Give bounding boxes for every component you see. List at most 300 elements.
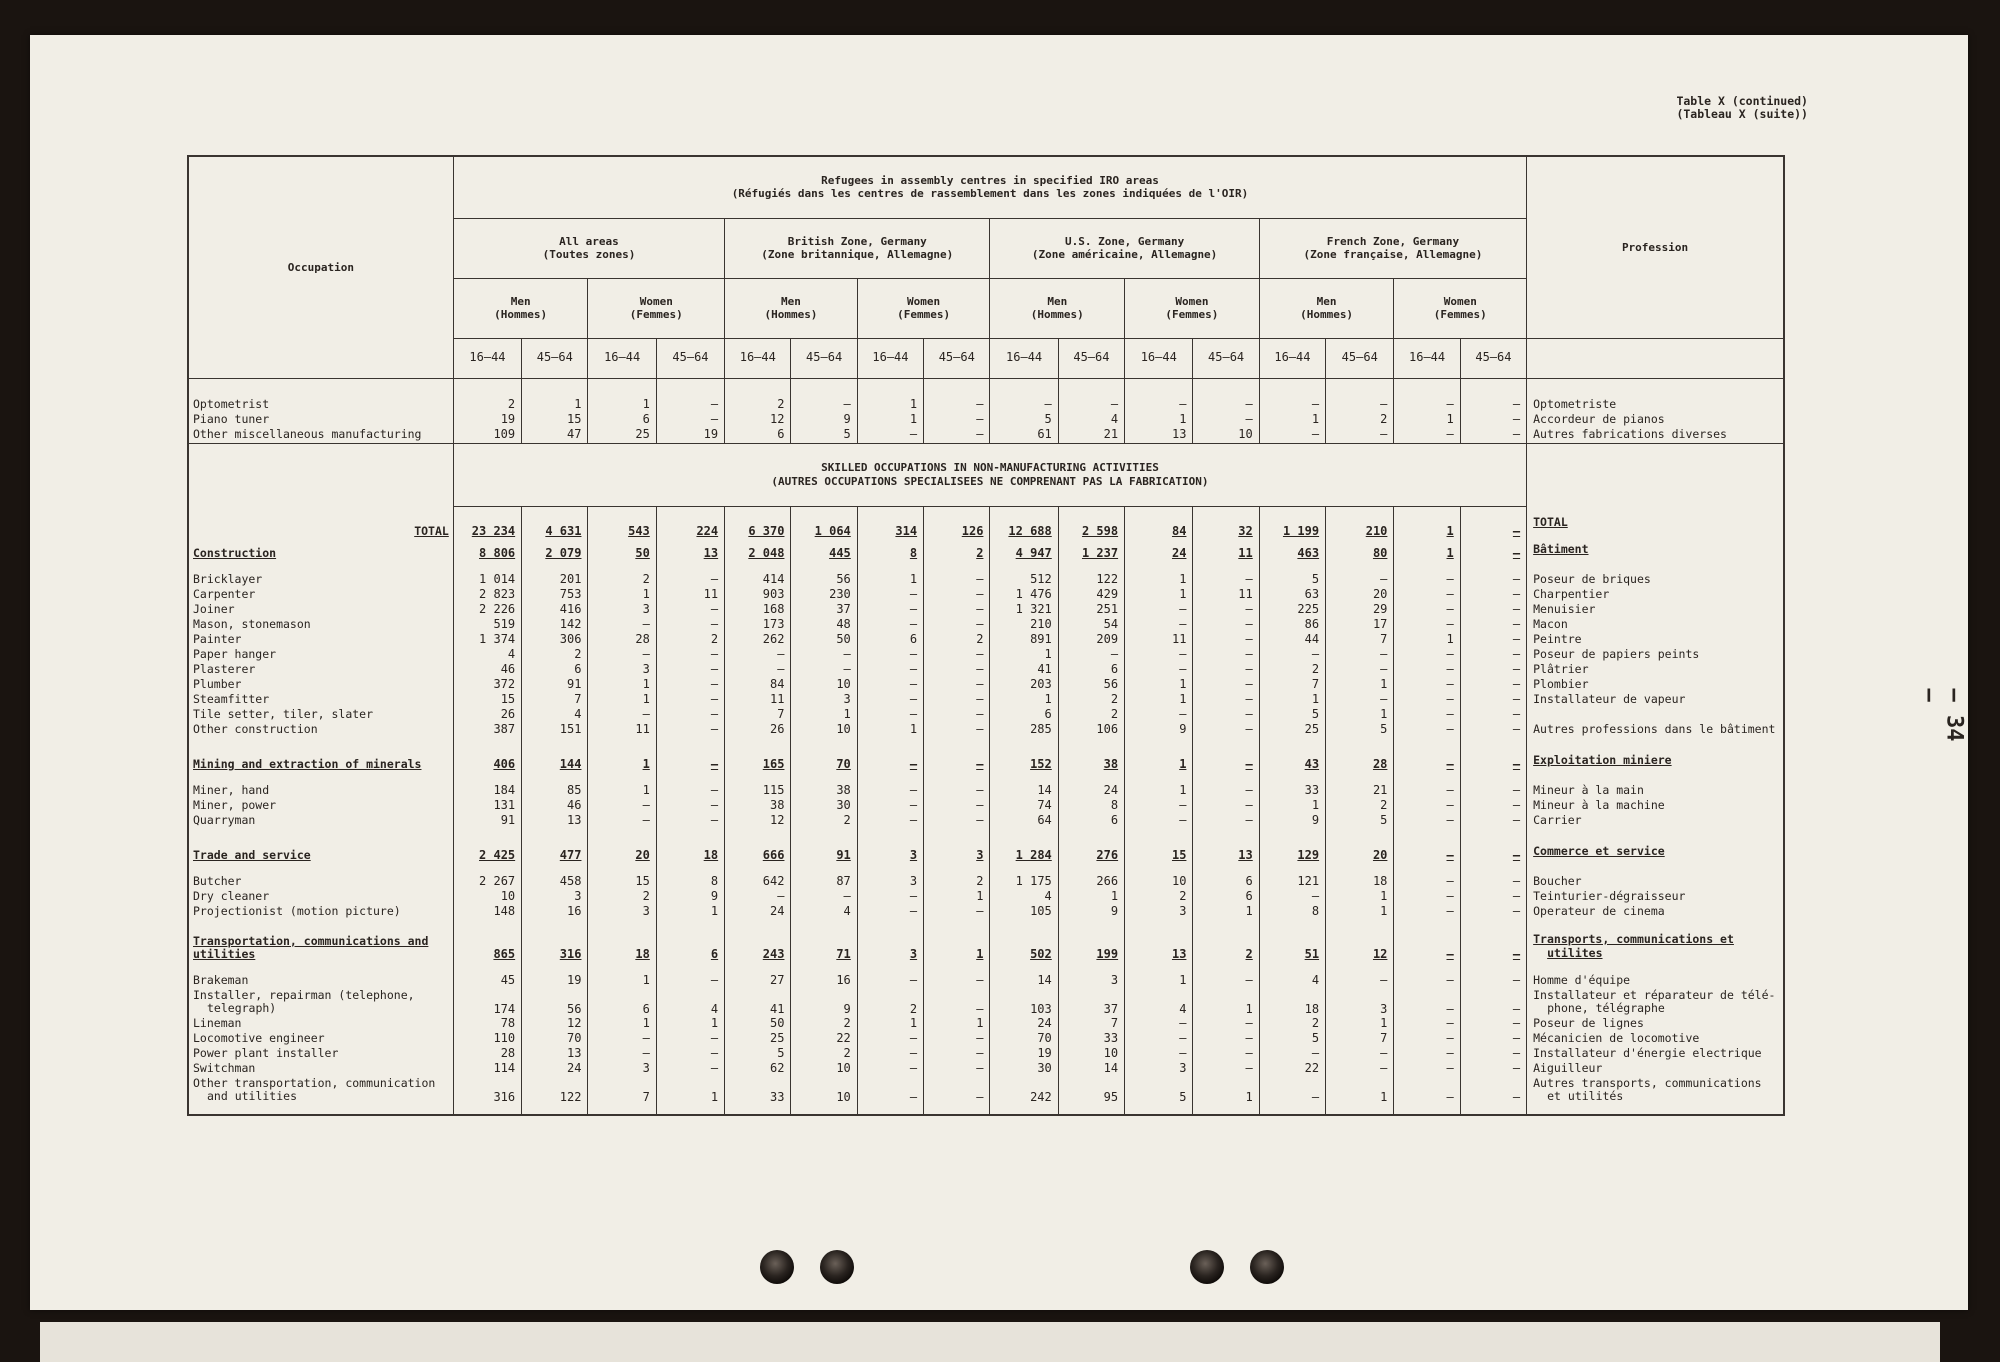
value-cell: 4	[453, 648, 521, 663]
value-cell: –	[1394, 750, 1460, 772]
value-cell: 54	[1058, 618, 1124, 633]
occupation-label: Miner, power	[193, 798, 277, 812]
value-cell: 1	[522, 398, 588, 413]
men-header-line1: Men	[510, 294, 531, 308]
value-cell: –	[1394, 875, 1460, 890]
value-cell: –	[924, 1032, 990, 1047]
value-cell: –	[1193, 413, 1259, 428]
area-header	[1259, 218, 1526, 278]
value-cell: –	[1460, 648, 1526, 663]
value-cell: –	[656, 1062, 724, 1077]
area-header-line2: (Zone américaine, Allemagne)	[1031, 248, 1218, 261]
value-cell: –	[1394, 708, 1460, 723]
value-cell: 1	[656, 1017, 724, 1032]
value-cell: 41	[725, 989, 791, 1017]
occupation-cell	[188, 648, 453, 663]
table-row	[188, 974, 1784, 989]
value-cell: 1	[1394, 413, 1460, 428]
value-cell: –	[1394, 1032, 1460, 1047]
value-cell: –	[1193, 708, 1259, 723]
value-cell: 1	[656, 1077, 724, 1105]
value-cell: –	[857, 588, 923, 603]
value-cell: –	[924, 1047, 990, 1062]
occupation-cell	[188, 905, 453, 920]
value-cell: 13	[1125, 428, 1193, 443]
value-cell: 9	[656, 890, 724, 905]
value-cell: 45	[453, 974, 521, 989]
table-row	[188, 989, 1784, 1017]
value-cell: –	[1394, 974, 1460, 989]
profession-label: Poseur de papiers peints	[1533, 647, 1700, 661]
table-row	[188, 1047, 1784, 1062]
value-cell: 2	[588, 573, 656, 588]
profession-label: Mécanicien de locomotive	[1533, 1031, 1700, 1045]
value-cell: 1	[1125, 784, 1193, 799]
value-cell: 7	[1259, 678, 1325, 693]
value-cell: –	[857, 618, 923, 633]
profession-cell	[1527, 633, 1784, 648]
profession-cell	[1527, 1017, 1784, 1032]
value-cell: 29	[1326, 603, 1394, 618]
value-cell: 387	[453, 723, 521, 738]
value-cell: 8	[1058, 799, 1124, 814]
value-cell: 174	[453, 989, 521, 1017]
value-cell: 243	[725, 932, 791, 962]
value-cell: –	[1326, 398, 1394, 413]
value-cell: 1	[588, 750, 656, 772]
value-cell: 502	[990, 932, 1058, 962]
value-cell: –	[1193, 633, 1259, 648]
occupation-cell	[188, 693, 453, 708]
age-16-44-header: 16–44	[725, 338, 791, 378]
value-cell: 1	[588, 678, 656, 693]
value-cell: –	[1460, 588, 1526, 603]
table-row	[188, 708, 1784, 723]
value-cell: –	[656, 678, 724, 693]
value-cell: 2	[791, 1047, 857, 1062]
value-cell: 543	[588, 506, 656, 539]
value-cell: –	[1460, 841, 1526, 863]
value-cell: 3	[1125, 1062, 1193, 1077]
value-cell: 2	[924, 633, 990, 648]
occupation-label: Plumber	[193, 677, 242, 691]
value-cell: 30	[791, 799, 857, 814]
value-cell: 1	[1259, 413, 1325, 428]
value-cell: 11	[588, 723, 656, 738]
value-cell: –	[1193, 573, 1259, 588]
value-cell: 86	[1259, 618, 1325, 633]
value-cell: 429	[1058, 588, 1124, 603]
value-cell: 63	[1259, 588, 1325, 603]
value-cell: 46	[453, 663, 521, 678]
occupation-label: Installer, repairman (telephone,	[193, 988, 415, 1002]
value-cell: 512	[990, 573, 1058, 588]
value-cell: 15	[522, 413, 588, 428]
value-cell: –	[1193, 974, 1259, 989]
value-cell: –	[588, 708, 656, 723]
value-cell: 9	[1259, 814, 1325, 829]
value-cell: 1	[1125, 573, 1193, 588]
occupation-label: TOTAL	[414, 524, 449, 538]
value-cell: 458	[522, 875, 588, 890]
value-cell: 285	[990, 723, 1058, 738]
profession-label: Homme d'équipe	[1533, 973, 1631, 987]
value-cell: 9	[1125, 723, 1193, 738]
value-cell: 6	[1058, 663, 1124, 678]
value-cell: –	[1125, 398, 1193, 413]
men-header-line2: (Hommes)	[764, 308, 818, 321]
value-cell: –	[1259, 428, 1325, 443]
value-cell: 12	[725, 413, 791, 428]
value-cell: 1	[791, 708, 857, 723]
value-cell: 24	[522, 1062, 588, 1077]
table-row	[188, 588, 1784, 603]
value-cell: 70	[522, 1032, 588, 1047]
profession-label: Autres fabrications diverses	[1533, 428, 1727, 441]
value-cell: 1	[1058, 890, 1124, 905]
value-cell: 21	[1058, 428, 1124, 443]
table-row	[188, 799, 1784, 814]
punch-hole	[820, 1250, 854, 1284]
value-cell: 37	[1058, 989, 1124, 1017]
value-cell: –	[1394, 618, 1460, 633]
value-cell: –	[1460, 663, 1526, 678]
occupation-label: Transportation, communications and	[193, 933, 429, 948]
occupation-cell	[188, 588, 453, 603]
value-cell: 8	[857, 539, 923, 561]
value-cell: 642	[725, 875, 791, 890]
value-cell: 184	[453, 784, 521, 799]
value-cell: –	[1460, 932, 1526, 962]
value-cell: 1	[990, 693, 1058, 708]
value-cell: 41	[990, 663, 1058, 678]
value-cell: 11	[1125, 633, 1193, 648]
value-cell: –	[924, 428, 990, 443]
value-cell: –	[924, 784, 990, 799]
value-cell: –	[656, 573, 724, 588]
value-cell: 2	[791, 814, 857, 829]
value-cell: –	[725, 648, 791, 663]
value-cell: 33	[725, 1077, 791, 1105]
value-cell: 445	[791, 539, 857, 561]
value-cell: 753	[522, 588, 588, 603]
occupation-cell	[188, 932, 453, 962]
value-cell: 203	[990, 678, 1058, 693]
profession-label: Menuisier	[1533, 602, 1596, 616]
value-cell: 3	[791, 693, 857, 708]
value-cell: 38	[1058, 750, 1124, 772]
age-16-44-header: 16–44	[1125, 338, 1193, 378]
value-cell: –	[656, 693, 724, 708]
profession-cell	[1527, 890, 1784, 905]
value-cell: –	[1394, 663, 1460, 678]
punch-hole	[1250, 1250, 1284, 1284]
value-cell: 1	[924, 890, 990, 905]
value-cell: –	[725, 663, 791, 678]
value-cell: 6	[857, 633, 923, 648]
value-cell: 4	[791, 905, 857, 920]
profession-label: Poseur de lignes	[1533, 1016, 1644, 1030]
value-cell: –	[857, 890, 923, 905]
profession-label: Commerce et service	[1533, 843, 1665, 858]
value-cell: 5	[1259, 708, 1325, 723]
value-cell: 1	[1326, 1077, 1394, 1105]
value-cell: 18	[656, 841, 724, 863]
value-cell: 84	[1125, 506, 1193, 539]
heading-line-1: Table X (continued)	[1676, 94, 1808, 108]
value-cell: 1	[1125, 693, 1193, 708]
value-cell: –	[1394, 588, 1460, 603]
value-cell: 1	[857, 723, 923, 738]
value-cell: 666	[725, 841, 791, 863]
profession-cell	[1527, 506, 1784, 539]
table-row	[188, 905, 1784, 920]
profession-label: Installateur de vapeur	[1533, 692, 1686, 706]
women-header-line2: (Femmes)	[1165, 308, 1219, 321]
value-cell: 2 267	[453, 875, 521, 890]
value-cell: –	[1460, 618, 1526, 633]
value-cell: –	[1259, 398, 1325, 413]
value-cell: –	[1460, 750, 1526, 772]
value-cell: 12 688	[990, 506, 1058, 539]
table-row	[188, 1017, 1784, 1032]
occupation-label: Butcher	[193, 874, 242, 888]
value-cell: 151	[522, 723, 588, 738]
value-cell: 64	[990, 814, 1058, 829]
value-cell: 3	[1125, 905, 1193, 920]
value-cell: 210	[990, 618, 1058, 633]
value-cell: 5	[725, 1047, 791, 1062]
value-cell: 26	[453, 708, 521, 723]
men-header	[725, 278, 858, 338]
value-cell: 199	[1058, 932, 1124, 962]
value-cell: –	[588, 1032, 656, 1047]
value-cell: 316	[522, 932, 588, 962]
value-cell: –	[1460, 398, 1526, 413]
profession-cell	[1527, 648, 1784, 663]
value-cell: 1	[1125, 974, 1193, 989]
value-cell: –	[1394, 693, 1460, 708]
value-cell: 10	[1125, 875, 1193, 890]
occupation-label: Steamfitter	[193, 692, 270, 706]
value-cell: –	[1125, 1047, 1193, 1062]
table-row	[188, 784, 1784, 799]
men-header-line1: Men	[1316, 294, 1337, 308]
profession-cell	[1527, 398, 1784, 413]
value-cell: 38	[791, 784, 857, 799]
profession-label: Charpentier	[1533, 587, 1610, 601]
value-cell: 6	[725, 428, 791, 443]
value-cell: –	[656, 750, 724, 772]
value-cell: 91	[791, 841, 857, 863]
value-cell: 3	[1326, 989, 1394, 1017]
value-cell: 26	[725, 723, 791, 738]
profession-cell	[1527, 799, 1784, 814]
value-cell: –	[656, 708, 724, 723]
value-cell: –	[1460, 875, 1526, 890]
value-cell: –	[857, 678, 923, 693]
value-cell: 10	[453, 890, 521, 905]
profession-label: Macon	[1533, 617, 1568, 631]
profession-cell	[1527, 678, 1784, 693]
women-header-line2: (Femmes)	[897, 308, 951, 321]
value-cell: 2	[857, 989, 923, 1017]
statistics-table	[187, 155, 1785, 1116]
value-cell: 6	[588, 413, 656, 428]
value-cell: –	[1394, 799, 1460, 814]
value-cell: 1	[588, 588, 656, 603]
value-cell: 1	[1394, 506, 1460, 539]
value-cell: 62	[725, 1062, 791, 1077]
value-cell: –	[1460, 413, 1526, 428]
value-cell: –	[1259, 648, 1325, 663]
value-cell: 91	[453, 814, 521, 829]
value-cell: 1	[924, 932, 990, 962]
value-cell: –	[1125, 799, 1193, 814]
occupation-label: Mining and extraction of minerals	[193, 757, 422, 771]
value-cell: –	[1460, 693, 1526, 708]
value-cell: 1	[1326, 678, 1394, 693]
spacer-row	[188, 738, 1784, 750]
occupation-cell	[188, 1062, 453, 1077]
value-cell: 2	[924, 875, 990, 890]
value-cell: 1	[1326, 708, 1394, 723]
occupation-cell	[188, 750, 453, 772]
value-cell: 903	[725, 588, 791, 603]
value-cell: 306	[522, 633, 588, 648]
profession-cell	[1527, 750, 1784, 772]
area-header-line2: (Toutes zones)	[542, 248, 636, 261]
value-cell: 1	[588, 974, 656, 989]
value-cell: –	[1394, 814, 1460, 829]
value-cell: 56	[522, 989, 588, 1017]
data-table-container	[187, 155, 1785, 1193]
men-header-line1: Men	[1047, 294, 1068, 308]
value-cell: –	[924, 693, 990, 708]
value-cell: –	[1460, 723, 1526, 738]
value-cell: –	[1460, 799, 1526, 814]
profession-cell	[1527, 841, 1784, 863]
value-cell: 1	[857, 398, 923, 413]
value-cell: –	[656, 603, 724, 618]
area-header	[725, 218, 990, 278]
value-cell: 14	[990, 784, 1058, 799]
occupation-label: Trade and service	[193, 848, 311, 862]
value-cell: 7	[725, 708, 791, 723]
value-cell: 16	[522, 905, 588, 920]
profession-cell	[1527, 1047, 1784, 1062]
value-cell: –	[857, 1047, 923, 1062]
age-16-44-header: 16–44	[588, 338, 656, 378]
value-cell: –	[1326, 1062, 1394, 1077]
value-cell: –	[857, 974, 923, 989]
profession-cell	[1527, 989, 1784, 1017]
value-cell: –	[924, 814, 990, 829]
value-cell: 38	[725, 799, 791, 814]
profession-cell	[1527, 693, 1784, 708]
value-cell: 28	[453, 1047, 521, 1062]
value-cell: 1	[588, 1017, 656, 1032]
value-cell: –	[1326, 648, 1394, 663]
value-cell: 74	[990, 799, 1058, 814]
table-row	[188, 814, 1784, 829]
occupation-label: Optometrist	[193, 398, 270, 411]
occupation-cell	[188, 398, 453, 413]
value-cell: –	[1460, 1032, 1526, 1047]
value-cell: 230	[791, 588, 857, 603]
value-cell: 1	[1326, 890, 1394, 905]
value-cell: –	[1460, 974, 1526, 989]
value-cell: –	[1259, 890, 1325, 905]
value-cell: 13	[522, 1047, 588, 1062]
value-cell: 30	[990, 1062, 1058, 1077]
table-row	[188, 890, 1784, 905]
value-cell: –	[1326, 693, 1394, 708]
spacer-row	[188, 920, 1784, 932]
profession-label-cont: et utilités	[1547, 1089, 1624, 1103]
value-cell: –	[1394, 1062, 1460, 1077]
age-45-64-header: 45–64	[1058, 338, 1124, 378]
value-cell: 12	[522, 1017, 588, 1032]
value-cell: 4	[656, 989, 724, 1017]
value-cell: 1	[924, 1017, 990, 1032]
value-cell: 28	[588, 633, 656, 648]
profession-label: TOTAL	[1533, 514, 1568, 529]
occupation-cell	[188, 723, 453, 738]
value-cell: –	[857, 1032, 923, 1047]
value-cell: –	[1193, 1062, 1259, 1077]
value-cell: 5	[1259, 1032, 1325, 1047]
value-cell: –	[1193, 618, 1259, 633]
occupation-cell	[188, 799, 453, 814]
value-cell: 6	[1193, 890, 1259, 905]
spacer-row	[188, 962, 1784, 974]
table-row	[188, 633, 1784, 648]
men-header	[990, 278, 1125, 338]
value-cell: 131	[453, 799, 521, 814]
occupation-cell	[188, 678, 453, 693]
value-cell: 5	[1259, 573, 1325, 588]
value-cell: –	[857, 1062, 923, 1077]
value-cell: –	[1394, 398, 1460, 413]
profession-cell	[1527, 539, 1784, 561]
value-cell: 11	[1193, 539, 1259, 561]
value-cell: 3	[857, 841, 923, 863]
value-cell: 106	[1058, 723, 1124, 738]
occupation-label: Mason, stonemason	[193, 617, 311, 631]
value-cell: 463	[1259, 539, 1325, 561]
value-cell: –	[1326, 1047, 1394, 1062]
occupation-cell	[188, 428, 453, 443]
value-cell: –	[924, 974, 990, 989]
value-cell: 25	[1259, 723, 1325, 738]
spacer-row	[188, 829, 1784, 841]
value-cell: –	[1125, 648, 1193, 663]
value-cell: 71	[791, 932, 857, 962]
value-cell: 519	[453, 618, 521, 633]
group-row	[188, 750, 1784, 772]
value-cell: –	[656, 723, 724, 738]
occupation-label: Plasterer	[193, 662, 256, 676]
value-cell: 5	[1326, 814, 1394, 829]
value-cell: –	[1394, 573, 1460, 588]
occupation-label: Dry cleaner	[193, 889, 270, 903]
value-cell: –	[791, 663, 857, 678]
occupation-cell	[188, 1047, 453, 1062]
value-cell: –	[857, 1077, 923, 1105]
value-cell: 2 823	[453, 588, 521, 603]
value-cell: 4	[1125, 989, 1193, 1017]
